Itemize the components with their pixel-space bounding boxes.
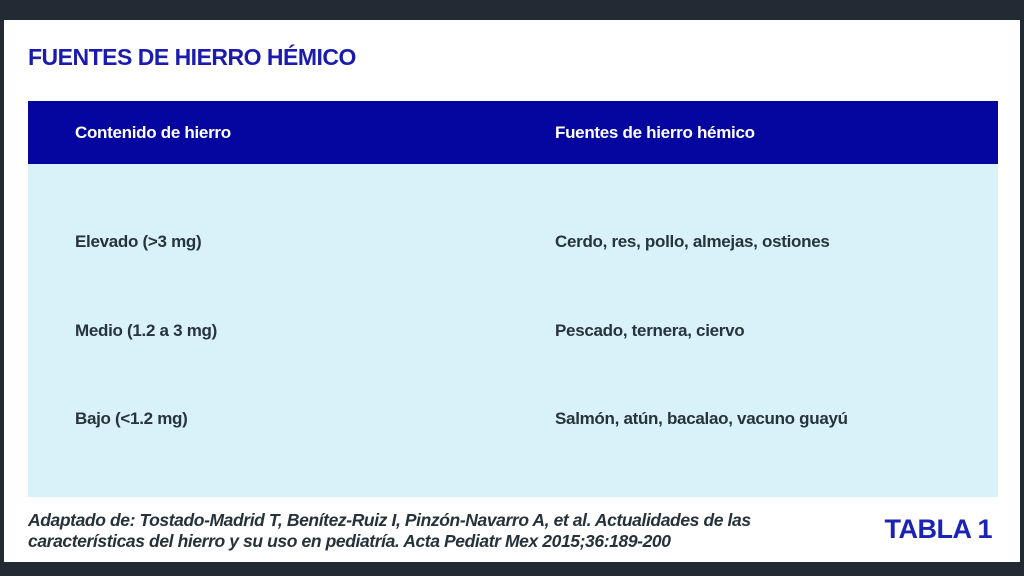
table-body — [28, 164, 998, 497]
table-row — [28, 232, 998, 252]
column-header-heme-sources: Fuentes de hierro hémico — [555, 122, 755, 142]
cell-heme-sources: Cerdo, res, pollo, almejas, ostiones — [555, 232, 830, 252]
cell-iron-content: Bajo (<1.2 mg) — [75, 408, 188, 428]
table-header-row — [28, 101, 998, 164]
page-title: FUENTES DE HIERRO HÉMICO — [28, 44, 356, 70]
heme-iron-table — [28, 101, 998, 497]
table-row — [28, 321, 998, 341]
citation-text: Adaptado de: Tostado-Madrid T, Benítez-Ruiz I, Pinzón-Navarro A, et al. Actualidades de las características del hierro y su uso en pediatría. Acta Pediatr Mex 2015;36:189-200 — [28, 510, 751, 551]
table-number-label: TABLA 1 — [884, 514, 992, 544]
cell-iron-content: Elevado (>3 mg) — [75, 232, 202, 252]
cell-heme-sources: Pescado, ternera, ciervo — [555, 320, 745, 340]
column-header-iron-content: Contenido de hierro — [75, 122, 231, 142]
cell-iron-content: Medio (1.2 a 3 mg) — [75, 320, 217, 340]
footer — [28, 510, 996, 552]
table-row — [28, 409, 998, 429]
cell-heme-sources: Salmón, atún, bacalao, vacuno guayú — [555, 408, 848, 428]
